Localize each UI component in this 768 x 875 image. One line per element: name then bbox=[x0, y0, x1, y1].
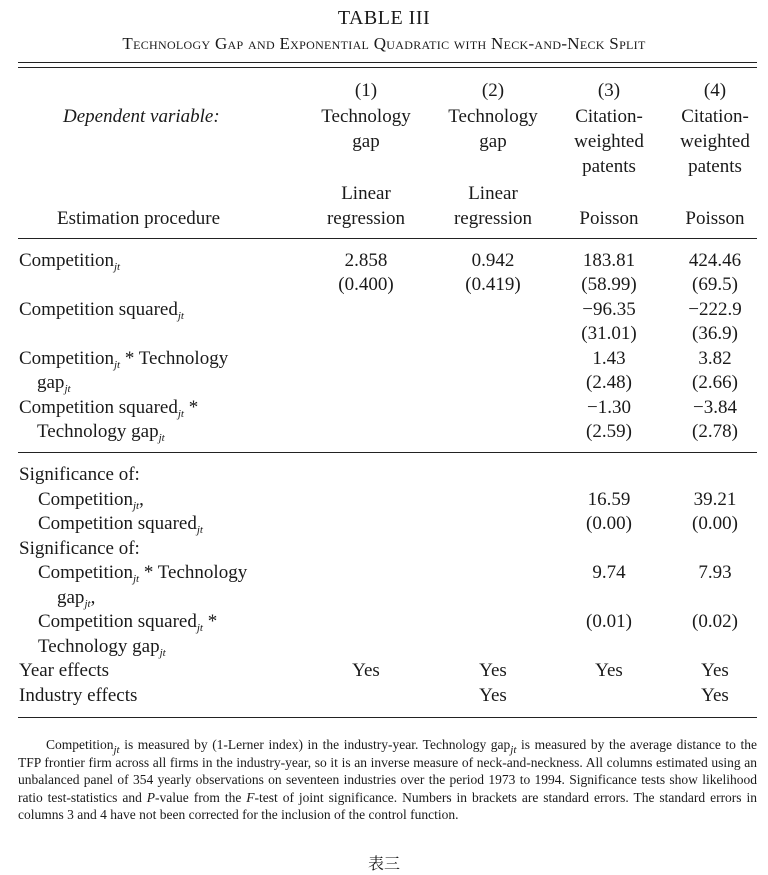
significance-label: Significance of: bbox=[19, 464, 140, 485]
col-proc: Linear bbox=[341, 183, 391, 204]
sig1-line2: Competition squared$_{jt}$ bbox=[38, 513, 203, 536]
cell: −222.9 bbox=[688, 299, 742, 320]
estimation-procedure-label: Estimation procedure bbox=[57, 208, 221, 229]
col-dep: patents bbox=[688, 156, 742, 177]
col-num: (3) bbox=[597, 80, 621, 101]
col-dep: Technology bbox=[448, 106, 538, 127]
sig2-line2: gap$_{jt}$, bbox=[57, 587, 96, 610]
col-proc: regression bbox=[326, 208, 406, 229]
sig2-line1: Competition$_{jt}$ * Technology bbox=[38, 562, 248, 585]
col-dep: patents bbox=[582, 156, 636, 177]
row-label-competition: Competition$_{jt}$ bbox=[19, 250, 121, 273]
top-rule-1 bbox=[18, 62, 757, 63]
col-num: (1) bbox=[354, 80, 378, 101]
row-label-competition-squared: Competition squared$_{jt}$ bbox=[19, 299, 184, 322]
col-proc: Poisson bbox=[685, 208, 745, 229]
col-dep: Technology bbox=[321, 106, 411, 127]
cell: 0.942 bbox=[471, 250, 515, 271]
cell: 2.858 bbox=[344, 250, 388, 271]
col-dep: Citation- bbox=[575, 106, 643, 127]
cell-se: (2.66) bbox=[692, 372, 738, 393]
cell: −96.35 bbox=[582, 299, 636, 320]
significance-label: Significance of: bbox=[19, 538, 140, 559]
year-effects-label: Year effects bbox=[19, 660, 110, 681]
cell-pval: (0.02) bbox=[692, 611, 738, 632]
col-num: (2) bbox=[481, 80, 505, 101]
cell: 3.82 bbox=[698, 348, 732, 369]
bottom-rule bbox=[18, 717, 757, 718]
col-dep: gap bbox=[479, 131, 507, 152]
cell-se: (2.78) bbox=[692, 421, 738, 442]
sig2-line3: Competition squared$_{jt}$ * bbox=[38, 611, 218, 634]
cell: 16.59 bbox=[587, 489, 631, 510]
col-dep: weighted bbox=[574, 131, 644, 152]
top-rule-2 bbox=[18, 67, 757, 68]
col-dep: gap bbox=[352, 131, 380, 152]
cell-se: (58.99) bbox=[581, 274, 637, 295]
cell: Yes bbox=[701, 660, 729, 681]
cell: Yes bbox=[352, 660, 380, 681]
col-dep: Citation- bbox=[681, 106, 749, 127]
table-title: TABLE III bbox=[337, 7, 431, 29]
sig1-line1: Competition$_{jt}$, bbox=[38, 489, 144, 512]
row-label-comp-x-gap: Competition$_{jt}$ * Technology bbox=[19, 348, 229, 371]
cell-pval: (0.01) bbox=[586, 611, 632, 632]
cell-se: (0.419) bbox=[465, 274, 521, 295]
row-label-compsq-x-gap: Competition squared$_{jt}$ * bbox=[19, 397, 199, 420]
cell-pval: (0.00) bbox=[586, 513, 632, 534]
cell: −1.30 bbox=[587, 397, 631, 418]
col-num: (4) bbox=[703, 80, 727, 101]
cell-se: (2.59) bbox=[586, 421, 632, 442]
table-note: Competition$_{jt}$ is measured by (1-Lerner index) in the industry-year. Technology gap$_{jt}$ is measured by the average distance to the TFP frontier firm across all firms in the industry-year, so it is an inverse measure of neck-and-neckness. All columns estimated using an unbalanced panel of 354 yearly observations on seventeen industries over the period 1973 to 1994. Significance tests show likelihood ratio test-statistics and P-value from the F-test of joint significance. Numbers in brackets are standard errors. The standard errors in columns 3 and 4 have not been corrected for the inclusion of the control function. bbox=[18, 737, 757, 822]
sig2-line4: Technology gap$_{jt}$ bbox=[38, 636, 166, 659]
cell: Yes bbox=[479, 660, 507, 681]
figure-caption: 表三 bbox=[367, 854, 400, 873]
cell: 183.81 bbox=[582, 250, 636, 271]
cell-pval: (0.00) bbox=[692, 513, 738, 534]
cell: 7.93 bbox=[698, 562, 732, 583]
col-proc: regression bbox=[453, 208, 533, 229]
cell: 424.46 bbox=[688, 250, 742, 271]
cell: 1.43 bbox=[592, 348, 626, 369]
col-proc: Linear bbox=[468, 183, 518, 204]
cell: 9.74 bbox=[592, 562, 626, 583]
cell: Yes bbox=[701, 685, 729, 706]
row-label-comp-x-gap-cont: gap$_{jt}$ bbox=[37, 372, 71, 395]
col-dep: weighted bbox=[680, 131, 750, 152]
cell-se: (31.01) bbox=[581, 323, 637, 344]
col-proc: Poisson bbox=[579, 208, 639, 229]
header-rule bbox=[18, 238, 757, 239]
industry-effects-label: Industry effects bbox=[19, 685, 138, 706]
cell-se: (69.5) bbox=[692, 274, 738, 295]
dependent-variable-label: Dependent variable: bbox=[63, 106, 220, 127]
cell: Yes bbox=[479, 685, 507, 706]
cell-se: (36.9) bbox=[692, 323, 738, 344]
cell-se: (0.400) bbox=[338, 274, 394, 295]
cell: −3.84 bbox=[693, 397, 737, 418]
cell: 39.21 bbox=[693, 489, 737, 510]
mid-rule bbox=[18, 452, 757, 453]
cell-se: (2.48) bbox=[586, 372, 632, 393]
cell: Yes bbox=[595, 660, 623, 681]
row-label-compsq-x-gap-cont: Technology gap$_{jt}$ bbox=[37, 421, 165, 444]
table-subtitle: Technology Gap and Exponential Quadratic with Neck-and-Neck Split bbox=[122, 34, 646, 53]
